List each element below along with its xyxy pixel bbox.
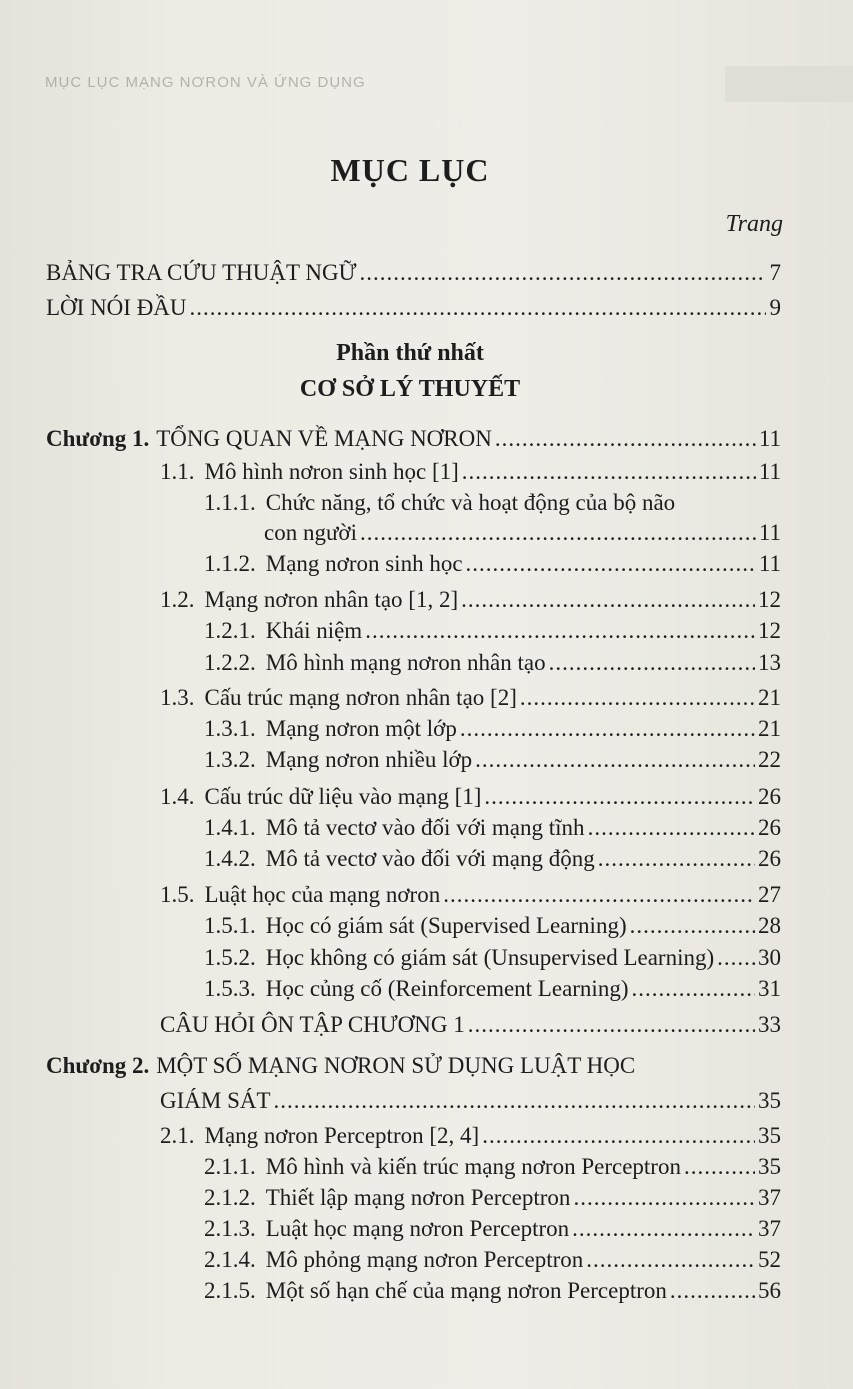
page-column-label: Trang [725,211,783,237]
toc-section-1-1[interactable]: 1.1. Mô hình nơron sinh học [1] ..... 11 [160,457,781,486]
toc-subsection-1-2-1[interactable]: 1.2.1. Khái niệm ..... 12 [204,616,781,645]
toc-subsection-1-1-1[interactable]: con người ..... 11 [264,518,781,547]
page-title: MỤC LỤC [330,152,490,188]
toc-subsection-2-1-1[interactable]: 2.1.1. Mô hình và kiến trúc mạng nơron Perceptron ..... 35 [204,1152,781,1181]
toc-section-2-1[interactable]: 2.1. Mạng nơron Perceptron [2, 4] ..... 35 [160,1121,781,1150]
toc-section-1-2[interactable]: 1.2. Mạng nơron nhân tạo [1, 2] ..... 12 [160,585,781,614]
toc-subsection-1-1-1-line1[interactable]: 1.1.1. Chức năng, tổ chức và hoạt động của bộ não [204,490,676,515]
toc-subsection-1-3-1[interactable]: 1.3.1. Mạng nơron một lớp ..... 21 [204,714,781,743]
part-heading-1: Phần thứ nhất [336,340,484,366]
toc-subsection-1-5-2[interactable]: 1.5.2. Học không có giám sát (Unsupervised Learning) ..... 30 [204,943,781,972]
toc-subsection-1-5-1[interactable]: 1.5.1. Học có giám sát (Supervised Learning) ..... 28 [204,911,781,940]
toc-review-chapter-1[interactable]: CÂU HỎI ÔN TẬP CHƯƠNG 1 ..... 33 [160,1010,781,1039]
toc-subsection-2-1-2[interactable]: 2.1.2. Thiết lập mạng nơron Perceptron ..... 37 [204,1183,781,1212]
toc-chapter-1[interactable]: Chương 1. TỔNG QUAN VỀ MẠNG NƠRON ..... 11 [46,424,781,453]
toc-subsection-1-3-2[interactable]: 1.3.2. Mạng nơron nhiều lớp ..... 22 [204,745,781,774]
part-heading-2: CƠ SỞ LÝ THUYẾT [299,376,521,402]
toc-subsection-1-1-2[interactable]: 1.1.2. Mạng nơron sinh học ..... 11 [204,549,781,578]
toc-entry-preface[interactable]: LỜI NÓI ĐẦU ..... 9 [46,293,781,322]
toc-subsection-1-4-2[interactable]: 1.4.2. Mô tả vectơ vào đối với mạng động ..... 26 [204,844,781,873]
toc-section-1-3[interactable]: 1.3. Cấu trúc mạng nơron nhân tạo [2] ..... 21 [160,683,781,712]
toc-section-1-5[interactable]: 1.5. Luật học của mạng nơron ..... 27 [160,880,781,909]
running-header: MỤC LỤC MẠNG NƠRON VÀ ỨNG DỤNG [45,74,366,91]
toc-subsection-1-5-3[interactable]: 1.5.3. Học củng cố (Reinforcement Learning) ..... 31 [204,974,781,1003]
toc-subsection-2-1-4[interactable]: 2.1.4. Mô phỏng mạng nơron Perceptron ..... 52 [204,1245,781,1274]
toc-section-1-4[interactable]: 1.4. Cấu trúc dữ liệu vào mạng [1] ..... 26 [160,782,781,811]
toc-subsection-1-4-1[interactable]: 1.4.1. Mô tả vectơ vào đối với mạng tĩnh ..... 26 [204,813,781,842]
toc-chapter-2-line1[interactable]: Chương 2. MỘT SỐ MẠNG NƠRON SỬ DỤNG LUẬT HỌC [46,1053,636,1078]
toc-subsection-1-2-2[interactable]: 1.2.2. Mô hình mạng nơron nhân tạo ..... 13 [204,648,781,677]
toc-subsection-2-1-5[interactable]: 2.1.5. Một số hạn chế của mạng nơron Perceptron ..... 56 [204,1276,781,1305]
header-shade [725,66,853,102]
toc-chapter-2[interactable]: GIÁM SÁT ..... 35 [160,1086,781,1115]
toc-entry-glossary[interactable]: BẢNG TRA CỨU THUẬT NGỮ ..... 7 [46,258,781,287]
toc-subsection-2-1-3[interactable]: 2.1.3. Luật học mạng nơron Perceptron ..... 37 [204,1214,781,1243]
